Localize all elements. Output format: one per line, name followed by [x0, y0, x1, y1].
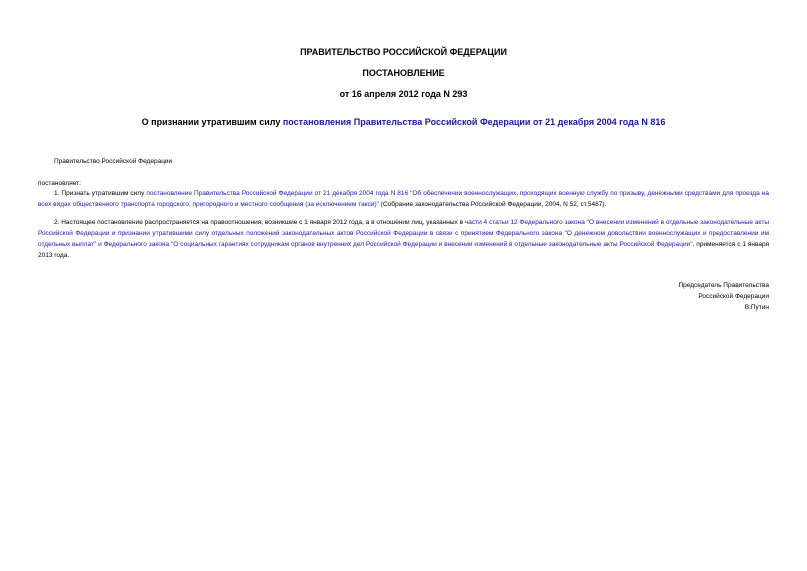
paragraph-1-link[interactable]: постановление Правительства Российской Федерации от 21 декабря 2004 года N 816 "Об обеспечении военнослужащих, проходящих военную службу по призыву, денежными средствами для проезда на всех видах общественного транспорта городского, пригородного и местного сообщения (за исключением такси)": [38, 190, 769, 208]
doc-type-heading: ПОСТАНОВЛЕНИЕ: [362, 68, 445, 78]
signature-position: Председатель Правительства: [678, 282, 769, 289]
signature-position-2: Российской Федерации: [698, 293, 769, 300]
title-link[interactable]: постановления Правительства Российской Федерации от 21 декабря 2004 года N 816: [282, 117, 666, 127]
paragraph-2-suffix: , применяется с 1 января 2013 года.: [38, 241, 770, 259]
paragraph-1-prefix: 1. Признать утратившим силу: [54, 190, 147, 197]
paragraph-2-link[interactable]: части 4 статьи 12 Федерального закона "О внесении изменений в отдельные законодательные акты Российской Федерации и признании утратившими силу отдельных положений законодательных актов Российской Федерации в связи с принятием Федерального закона "О денежном довольствии военнослужащих и предоставлении им отдельных выплат" и Федерального закона "О социальных гарантиях сотрудникам органов внутренних дел Российской Федерации и внесении изменений в отдельные законодательные акты Российской Федерации": [38, 219, 769, 248]
date-number-heading: от 16 апреля 2012 года N 293: [339, 89, 468, 99]
paragraph-1: [38, 188, 769, 210]
decrees-line: постановляет:: [38, 180, 81, 187]
signature-name: В.Путин: [744, 304, 769, 311]
title-prefix: О признании утратившим силу: [141, 117, 283, 127]
paragraph-1-suffix: (Собрание законодательства Российской Федерации, 2004, N 52, ст.5487).: [378, 201, 607, 208]
paragraph-2: [38, 217, 769, 261]
paragraph-2-prefix: 2. Настоящее постановление распространяется на правоотношения, возникшие с 1 января 2012 года, а в отношении лиц, указанных в: [54, 219, 465, 226]
document-title: [0, 117, 807, 128]
issuer-heading: ПРАВИТЕЛЬСТВО РОССИЙСКОЙ ФЕДЕРАЦИИ: [300, 47, 507, 57]
issuer-line: Правительство Российской Федерации: [54, 158, 173, 165]
